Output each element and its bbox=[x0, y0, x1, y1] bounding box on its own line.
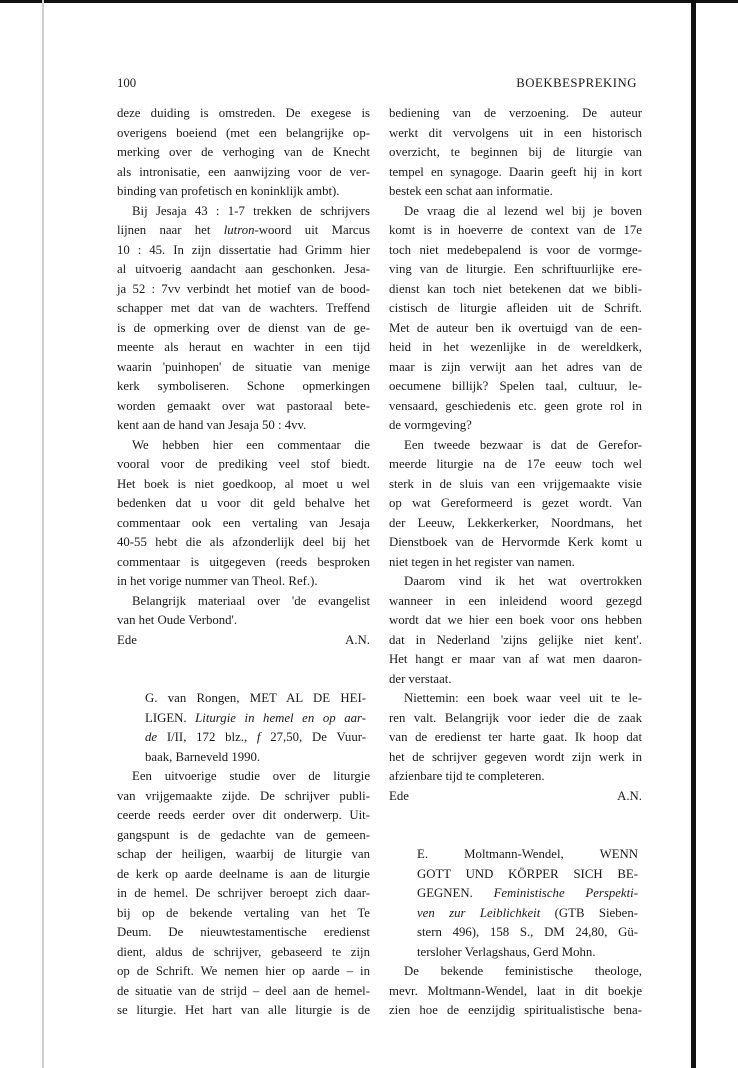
text-line: Een tweede bezwaar is dat de Gerefor- bbox=[404, 437, 642, 452]
text-line: ja 52 : 7vv verbindt het motief van de bood- bbox=[117, 281, 370, 296]
text-line: het de schrijver gegeven wordt zijn werk in bbox=[389, 749, 642, 764]
book-subtitle: ven zur Leiblichkeit bbox=[417, 905, 541, 920]
text-line: lijnen naar het lutron-woord uit Marcus bbox=[117, 223, 370, 237]
book-reference bbox=[417, 845, 638, 962]
text-line: worden gemaakt over wat pastoraal bete- bbox=[117, 398, 370, 413]
paragraph bbox=[117, 436, 370, 592]
text-line: Het hangt er maar van af wat men daaron- bbox=[389, 652, 642, 666]
text-line: De bekende feministische theologe, bbox=[404, 964, 642, 978]
paragraph bbox=[117, 104, 370, 202]
book-subtitle: Liturgie in hemel en op aar- bbox=[195, 710, 367, 725]
text-line: stern 496), 158 S., DM 24,80, Gü- bbox=[417, 925, 638, 939]
paragraph bbox=[117, 202, 370, 436]
text-line: G. van Rongen, MET AL DE HEI- bbox=[145, 691, 366, 705]
text-line: der Leeuw, Lekkerkerker, Noordmans, het bbox=[389, 515, 642, 530]
book-reference bbox=[145, 689, 366, 767]
text-line: Niettemin: een boek waar veel uit te le- bbox=[404, 691, 642, 705]
text-line: afzienbare tijd te completeren. bbox=[389, 769, 545, 783]
text-line: E. Moltmann-Wendel, WENN bbox=[417, 847, 638, 861]
text-line: ven zur Leiblichkeit (GTB Sieben- bbox=[417, 905, 638, 920]
text-line: tersloher Verlagshaus, Gerd Mohn. bbox=[417, 944, 596, 959]
text-line: Een uitvoerige studie over de liturgie bbox=[132, 769, 370, 783]
text-line: de vormgeving? bbox=[389, 418, 472, 432]
text-line: der verstaat. bbox=[389, 671, 452, 686]
page-number: 100 bbox=[117, 76, 137, 90]
text-line: We hebben hier een commentaar die bbox=[132, 437, 370, 452]
text-line: De vraag die al lezend wel bij je boven bbox=[404, 203, 642, 218]
text-line: 10 : 45. In zijn dissertatie had Grimm hier bbox=[117, 242, 370, 257]
text-line: 40-55 hebt die als afzonderlijk deel bij het bbox=[117, 535, 370, 549]
guilder-sign: f bbox=[256, 730, 261, 744]
text-line: de situatie van de strijd – deel aan de hemel- bbox=[117, 983, 370, 998]
italic-term: lutron bbox=[223, 223, 255, 237]
text-line: kent aan de hand van Jesaja 50 : 4vv. bbox=[117, 418, 307, 432]
book-subtitle: Feministische Perspekti- bbox=[493, 886, 638, 900]
text-line: toch niet medebepalend is voor de vormge- bbox=[389, 242, 642, 257]
text-line: commentaar ook een vertaling van Jesaja bbox=[117, 515, 370, 530]
signature-initials: A.N. bbox=[345, 632, 370, 647]
paragraph bbox=[389, 104, 642, 202]
text-line: komt is in hoeverre de context van de 17e bbox=[389, 223, 642, 237]
paragraph bbox=[117, 592, 370, 631]
text-line: van het Oude Verbond'. bbox=[117, 613, 238, 627]
text-line: binding van profetisch en koninklijk ambt). bbox=[117, 184, 340, 198]
text-line: merking over de verhoging van de Knecht bbox=[117, 145, 370, 159]
text-line: op de Schrift. We nemen hier op aarde – in bbox=[117, 964, 370, 978]
paragraph bbox=[389, 202, 642, 436]
paragraph bbox=[389, 689, 642, 787]
text-line: mevr. Moltmann-Wendel, laat in dit boekje bbox=[389, 983, 642, 998]
text-line: overzicht, te beginnen bij de liturgie van bbox=[389, 145, 642, 159]
text-line: oecumene billijk? Spelen taal, cultuur, le- bbox=[389, 379, 642, 393]
text-line: baak, Barneveld 1990. bbox=[145, 749, 261, 764]
text-line: schap der heiligen, waarbij de liturgie van bbox=[117, 847, 370, 861]
text-line: wordt dat we hier een boek voor ons hebben bbox=[389, 613, 642, 627]
text-line: al uitvoerig aandacht aan geschonken. Jesa- bbox=[117, 262, 370, 276]
text-line: Deum. De nieuwtestamentische eredienst bbox=[117, 925, 370, 939]
signature-place: Ede bbox=[389, 788, 409, 803]
review-signature bbox=[117, 631, 370, 651]
text-line: Belangrijk materiaal over 'de evangelist bbox=[132, 593, 370, 608]
text-line: niet tegen in het register van namen. bbox=[389, 554, 575, 569]
text-line: meente als heraut en wachter in een tijd bbox=[117, 340, 370, 354]
review-signature bbox=[389, 787, 642, 807]
scan-edge-left bbox=[42, 0, 44, 1068]
text-line: kerk symboliseren. Schone opmerkingen bbox=[117, 379, 370, 393]
text-line: als intronisatie, een aanwijzing voor de ver- bbox=[117, 164, 370, 179]
text-line: is de opmerking over de dienst van de ge- bbox=[117, 320, 370, 335]
text-line: Dienstboek van de Hervormde Kerk komt u bbox=[389, 535, 642, 549]
paragraph bbox=[389, 962, 642, 1021]
text-line: bij op de bekende vertaling van het Te bbox=[117, 905, 370, 920]
text-line: dient, aldus de schrijver, gebaseerd te zijn bbox=[117, 944, 370, 959]
page-header bbox=[117, 76, 637, 94]
paragraph bbox=[389, 436, 642, 573]
text-line: Met de auteur ben ik overtuigd van de een- bbox=[389, 320, 642, 335]
text-line: wanneer in een inleidend woord gezegd bbox=[389, 593, 642, 608]
scan-edge-right bbox=[691, 0, 696, 1068]
signature-place: Ede bbox=[117, 632, 137, 647]
text-line: de I/II, 172 blz., f 27,50, De Vuur- bbox=[145, 730, 366, 744]
section-title: BOEKBESPREKING bbox=[516, 76, 637, 90]
text-line: GOTT UND KÖRPER SICH BE- bbox=[417, 866, 638, 881]
text-line: ren valt. Belangrijk voor ieder die de zaak bbox=[389, 710, 642, 725]
text-line: in het vorige nummer van Theol. Ref.). bbox=[117, 574, 318, 588]
text-line: op wat Gereformeerd is gezet wordt. Van bbox=[389, 496, 642, 510]
text-line: ceerde reeds eerder over dit onderwerp. Uit- bbox=[117, 808, 370, 822]
text-line: maar is zijn verwijt aan het adres van de bbox=[389, 359, 642, 374]
book-subtitle: de bbox=[145, 730, 158, 744]
text-line: schapper met dat van de wachters. Treffend bbox=[117, 301, 370, 315]
text-line: deze duiding is omstreden. De exegese is bbox=[117, 106, 370, 120]
text-line: meerde liturgie na de 17e eeuw toch wel bbox=[389, 457, 642, 471]
text-line: bedenken dat u voor dit geld behalve het bbox=[117, 496, 370, 510]
text-line: zien hoe de eenzijdig spiritualistische bena- bbox=[389, 1003, 642, 1017]
text-line: dienst kan toch niet betekenen dat we bibli- bbox=[389, 281, 642, 296]
text-line: tempel en synagoge. Daarin geeft hij in kort bbox=[389, 164, 642, 179]
text-line: de kerk op aarde deelname is aan de liturgie bbox=[117, 866, 370, 881]
text-line: commentaar is uitgegeven (reeds besproken bbox=[117, 554, 370, 569]
text-line: van vrijgemaakte zijde. De schrijver publi- bbox=[117, 788, 370, 803]
signature-initials: A.N. bbox=[617, 788, 642, 803]
text-line: heid in het wezenlijke in de wereldkerk, bbox=[389, 340, 642, 354]
text-line: overigens boeiend (met een belangrijke op- bbox=[117, 125, 370, 140]
text-line: waarin 'puinhopen' de situatie van menige bbox=[117, 359, 370, 374]
text-line: bestek een schat aan informatie. bbox=[389, 184, 553, 198]
text-line: sterk in de sluis van een vrijgemaakte visie bbox=[389, 476, 642, 491]
text-line: gangspunt is de gedachte van de gemeen- bbox=[117, 827, 370, 842]
text-line: LIGEN. Liturgie in hemel en op aar- bbox=[145, 710, 367, 725]
text-line: van de eredienst ter harte gaat. Ik hoop dat bbox=[389, 730, 642, 744]
text-line: GEGNEN. Feministische Perspekti- bbox=[417, 886, 638, 900]
text-line: Bij Jesaja 43 : 1-7 trekken de schrijvers bbox=[132, 203, 370, 218]
text-line: bediening van de verzoening. De auteur bbox=[389, 106, 642, 120]
right-column bbox=[389, 104, 642, 1021]
paragraph bbox=[389, 572, 642, 689]
paragraph bbox=[117, 767, 370, 1021]
text-line: in de hemel. De schrijver beroept zich daar- bbox=[117, 886, 370, 900]
text-line: Het boek is niet goedkoop, al moet u wel bbox=[117, 476, 370, 491]
left-column bbox=[117, 104, 370, 1021]
text-line: ving van de liturgie. Een schriftuurlijke ere- bbox=[389, 262, 642, 276]
text-line: werkt dit vervolgens uit in een historisch bbox=[389, 125, 642, 140]
text-line: se liturgie. Het hart van alle liturgie is de bbox=[117, 1003, 370, 1017]
text-line: vooral voor de prediking veel stof biedt. bbox=[117, 457, 370, 471]
text-line: Daarom vind ik het wat overtrokken bbox=[404, 574, 642, 588]
scan-edge-top bbox=[0, 0, 738, 3]
text-line: vensaard, geschiedenis etc. geen grote rol in bbox=[389, 398, 642, 413]
text-line: cistisch de liturgie afleiden uit de Schrift. bbox=[389, 301, 642, 315]
text-line: dat in Nederland 'zijns gelijke niet kent'. bbox=[389, 632, 642, 647]
